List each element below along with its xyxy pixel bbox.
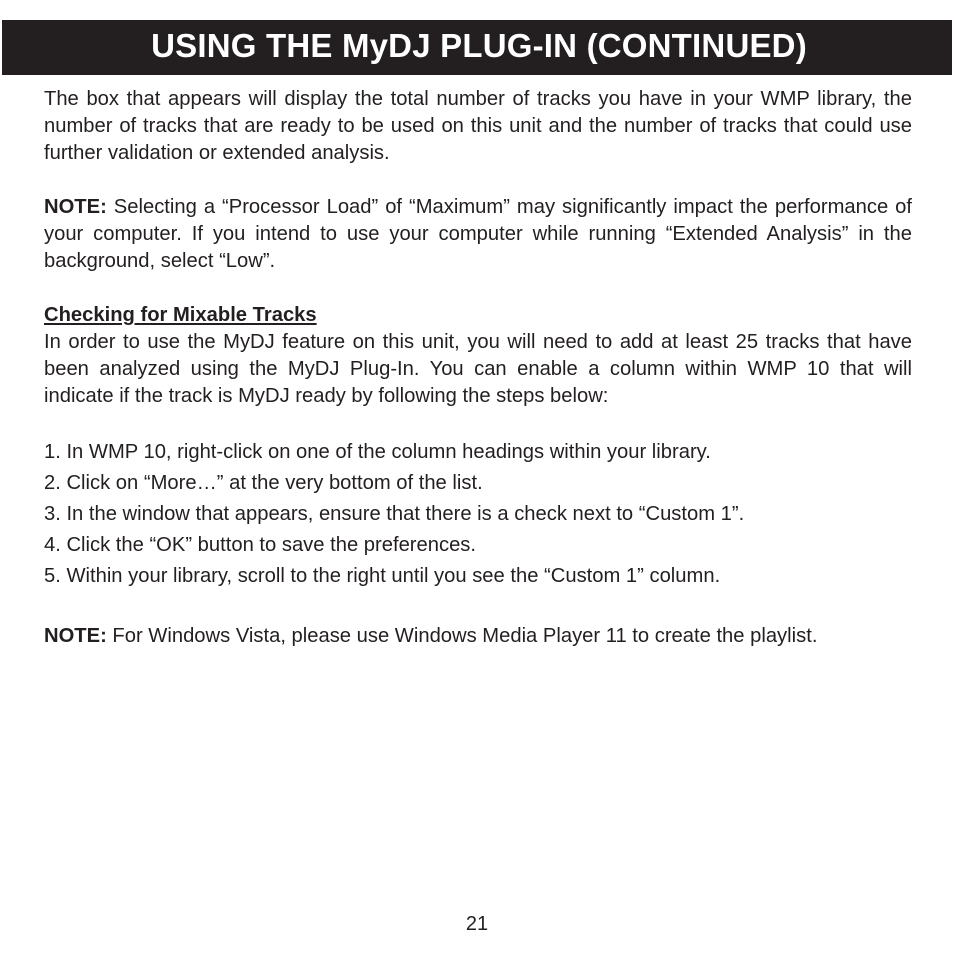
section-heading: Checking for Mixable Tracks bbox=[44, 304, 317, 326]
section-paragraph: In order to use the MyDJ feature on this unit, you will need to add at least 25 tracks that have been analyzed using the MyDJ Plug-In. You can enable a column within WMP 10 that will indicate if the track is MyDJ ready by following the steps below: bbox=[44, 331, 912, 407]
page-number: 21 bbox=[465, 913, 489, 935]
spacer bbox=[44, 275, 912, 302]
step-item: 4. Click the “OK” button to save the preferences. bbox=[44, 534, 477, 556]
step-item: 5. Within your library, scroll to the right until you see the “Custom 1” column. bbox=[44, 565, 721, 587]
step-item: 1. In WMP 10, right-click on one of the column headings within your library. bbox=[44, 441, 711, 463]
main-content bbox=[44, 86, 912, 410]
intro-paragraph: The box that appears will display the total number of tracks you have in your WMP library, the number of tracks that are ready to be used on this unit and the number of tracks that could use further validation or extended analysis. bbox=[44, 88, 912, 164]
step-item: 2. Click on “More…” at the very bottom of the list. bbox=[44, 472, 483, 494]
note-text: Selecting a “Processor Load” of “Maximum” may significantly impact the performance of your computer. If you intend to use your computer while running “Extended Analysis” in the background, select “Low”. bbox=[44, 196, 912, 272]
steps-list bbox=[44, 437, 924, 592]
step-item: 3. In the window that appears, ensure that there is a check next to “Custom 1”. bbox=[44, 503, 745, 525]
note-label: NOTE: bbox=[44, 625, 107, 647]
note-text: For Windows Vista, please use Windows Media Player 11 to create the playlist. bbox=[106, 625, 818, 647]
vista-note bbox=[44, 623, 924, 650]
note-paragraph bbox=[44, 194, 912, 275]
note-label: NOTE: bbox=[44, 196, 107, 218]
header-bar bbox=[2, 20, 952, 75]
page-title: USING THE MyDJ PLUG-IN (CONTINUED) bbox=[151, 26, 807, 64]
spacer bbox=[44, 167, 912, 194]
